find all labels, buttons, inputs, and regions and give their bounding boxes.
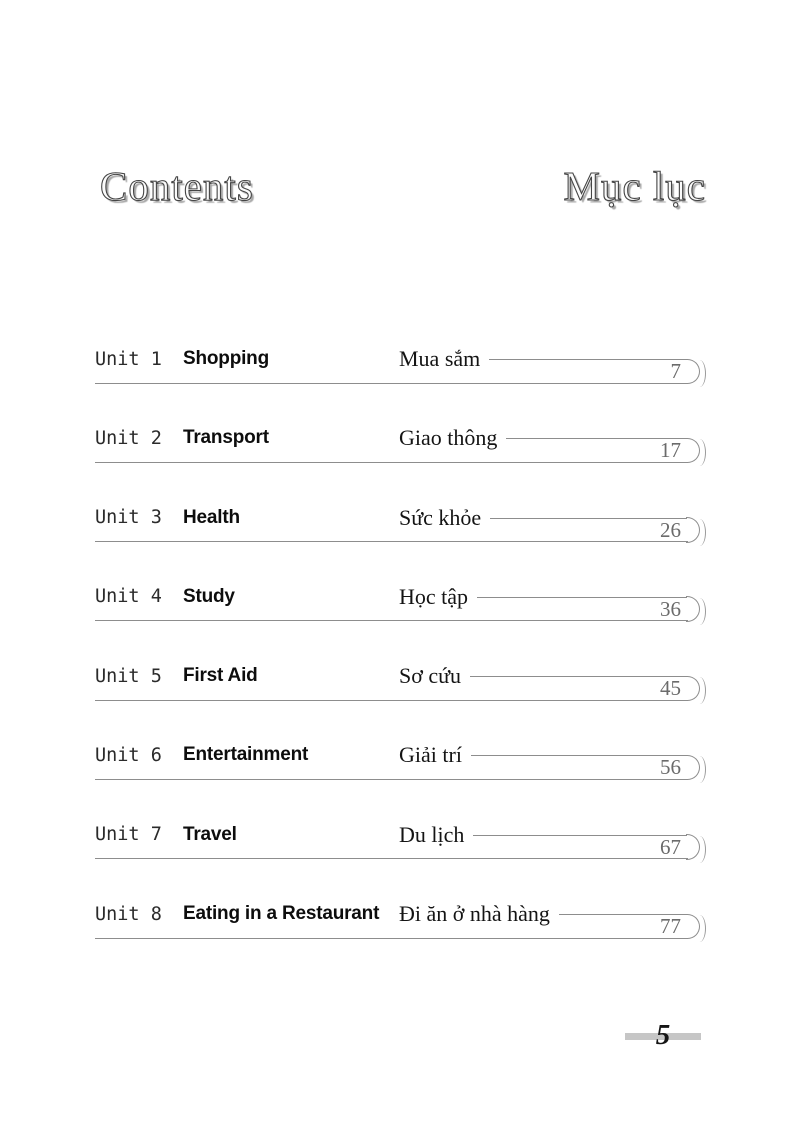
toc-row-text bbox=[95, 505, 687, 531]
unit-title-english: Eating in a Restaurant bbox=[183, 903, 380, 925]
row-underline bbox=[95, 938, 688, 939]
page-footer bbox=[625, 1020, 701, 1054]
row-underline bbox=[95, 779, 688, 780]
unit-label: Unit 1 bbox=[95, 348, 162, 370]
unit-label: Unit 2 bbox=[95, 427, 162, 449]
closing-paren-flourish bbox=[698, 915, 706, 942]
unit-title-vietnamese: Giao thông bbox=[399, 425, 498, 451]
leader-line bbox=[477, 597, 687, 598]
closing-paren-flourish bbox=[698, 598, 706, 625]
unit-page-number: 67 bbox=[660, 834, 681, 859]
unit-label: Unit 3 bbox=[95, 507, 162, 529]
toc-row bbox=[95, 886, 700, 965]
toc-row-text bbox=[95, 822, 687, 848]
unit-title-vietnamese: Du lịch bbox=[399, 821, 465, 847]
unit-title-vietnamese: Học tập bbox=[399, 583, 469, 609]
unit-page-number: 77 bbox=[660, 914, 681, 939]
toc-row-text bbox=[95, 584, 687, 610]
unit-title-vietnamese: Đi ăn ở nhà hàng bbox=[399, 901, 550, 927]
unit-label: Unit 5 bbox=[95, 665, 162, 687]
unit-title-vietnamese: Sơ cứu bbox=[399, 663, 462, 689]
closing-paren-flourish bbox=[698, 677, 706, 704]
row-underline bbox=[95, 462, 688, 463]
unit-page-number: 56 bbox=[660, 755, 681, 780]
toc-row bbox=[95, 807, 700, 886]
unit-title-english: Study bbox=[183, 585, 235, 607]
unit-label: Unit 8 bbox=[95, 903, 162, 925]
row-underline bbox=[95, 620, 688, 621]
toc-row bbox=[95, 727, 700, 806]
toc-row-text bbox=[95, 346, 687, 372]
leader-line bbox=[489, 359, 687, 360]
leader-line bbox=[490, 518, 687, 519]
unit-title-vietnamese: Mua sắm bbox=[399, 346, 481, 371]
leader-line bbox=[473, 835, 687, 836]
contents-title-english: Contents bbox=[100, 163, 254, 209]
unit-title-english: Travel bbox=[183, 823, 237, 845]
unit-title-english: First Aid bbox=[183, 665, 258, 687]
unit-title-english: Health bbox=[183, 506, 240, 528]
toc-row bbox=[95, 410, 700, 489]
toc-row bbox=[95, 490, 700, 569]
toc-row-text bbox=[95, 742, 687, 768]
toc-row bbox=[95, 648, 700, 727]
toc-row bbox=[95, 331, 700, 410]
closing-paren-flourish bbox=[698, 756, 706, 783]
row-underline bbox=[95, 383, 688, 384]
unit-title-vietnamese: Sức khỏe bbox=[399, 504, 482, 530]
closing-paren-flourish bbox=[698, 360, 706, 387]
leader-line bbox=[470, 676, 687, 677]
row-underline bbox=[95, 858, 688, 859]
closing-paren-flourish bbox=[698, 836, 706, 863]
row-underline bbox=[95, 700, 688, 701]
row-underline bbox=[95, 541, 688, 542]
toc-row bbox=[95, 569, 700, 648]
unit-label: Unit 7 bbox=[95, 824, 162, 846]
toc-row-text bbox=[95, 901, 687, 927]
toc-list bbox=[95, 331, 700, 965]
unit-page-number: 26 bbox=[660, 517, 681, 542]
leader-line bbox=[471, 755, 687, 756]
unit-title-english: Entertainment bbox=[183, 744, 309, 766]
unit-page-number: 45 bbox=[660, 676, 681, 701]
unit-title-english: Shopping bbox=[183, 348, 269, 369]
closing-paren-flourish bbox=[698, 519, 706, 546]
unit-label: Unit 4 bbox=[95, 586, 162, 608]
unit-label: Unit 6 bbox=[95, 744, 162, 766]
unit-title-vietnamese: Giải trí bbox=[399, 742, 462, 768]
unit-page-number: 7 bbox=[670, 359, 681, 383]
contents-title-vietnamese: Mục lục bbox=[563, 163, 706, 209]
contents-header bbox=[100, 162, 706, 210]
unit-page-number: 36 bbox=[660, 596, 681, 621]
unit-page-number: 17 bbox=[660, 438, 681, 463]
toc-row-text bbox=[95, 663, 687, 689]
closing-paren-flourish bbox=[698, 439, 706, 466]
page-number: 5 bbox=[655, 1019, 671, 1051]
toc-row-text bbox=[95, 425, 687, 451]
unit-title-english: Transport bbox=[183, 427, 269, 449]
